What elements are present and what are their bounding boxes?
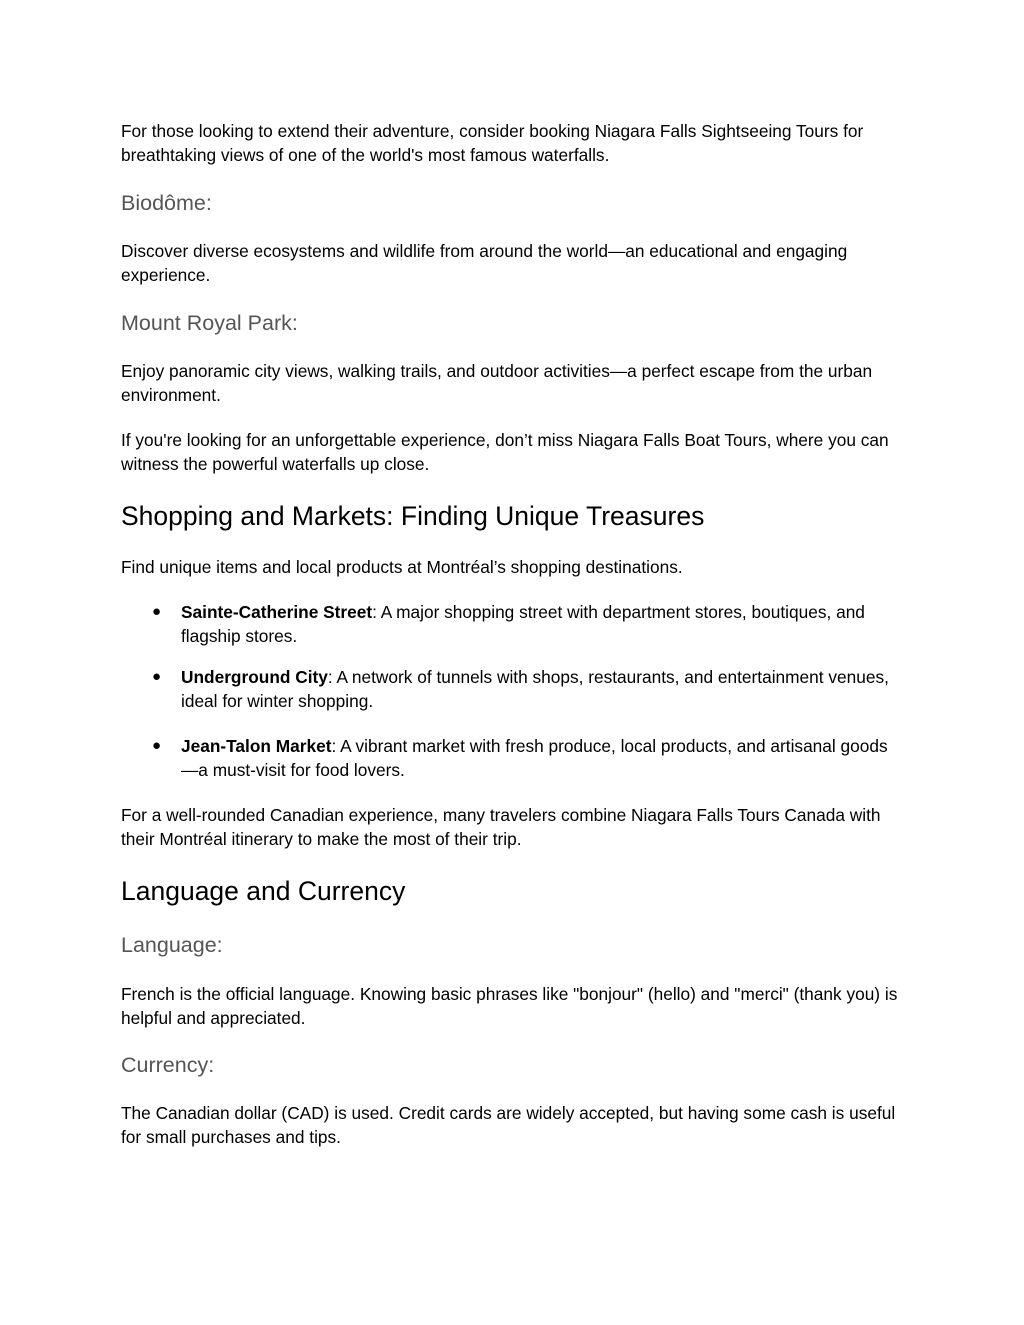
language-paragraph: French is the official language. Knowing basic phrases like "bonjour" (hello) and "merci" (thank you) is helpful and appreciated. bbox=[121, 984, 898, 1029]
intro-paragraph: For those looking to extend their adventure, consider booking Niagara Falls Sightseeing Tours for breathtaking views of one of the world's most famous waterfalls. bbox=[121, 121, 864, 166]
list-item-text bbox=[181, 600, 891, 648]
shopping-outro: For a well-rounded Canadian experience, many travelers combine Niagara Falls Tours Canada with their Montréal itinerary to make the most of their trip. bbox=[121, 805, 881, 850]
list-item-name: Sainte-Catherine Street bbox=[181, 602, 373, 622]
list-item-text bbox=[181, 665, 891, 713]
language-currency-heading: Language and Currency bbox=[121, 876, 406, 906]
shopping-heading: Shopping and Markets: Finding Unique Treasures bbox=[121, 501, 705, 531]
list-item-description: : A vibrant market with fresh produce, local products, and artisanal goods—a must-visit for food lovers. bbox=[181, 736, 888, 781]
list-item-description: : A network of tunnels with shops, restaurants, and entertainment venues, ideal for winter shopping. bbox=[181, 667, 889, 712]
list-item-text bbox=[181, 734, 891, 782]
biodome-paragraph: Discover diverse ecosystems and wildlife from around the world—an educational and engaging experience. bbox=[121, 241, 848, 286]
list-item-description: : A major shopping street with department stores, boutiques, and flagship stores. bbox=[181, 602, 865, 647]
boat-tours-paragraph: If you're looking for an unforgettable experience, don’t miss Niagara Falls Boat Tours, where you can witness the powerful waterfalls up close. bbox=[121, 430, 889, 475]
bullet-icon: ● bbox=[152, 668, 162, 685]
list-item-name: Underground City bbox=[181, 667, 328, 687]
shopping-intro: Find unique items and local products at Montréal’s shopping destinations. bbox=[121, 557, 683, 577]
language-heading: Language: bbox=[121, 933, 223, 957]
bullet-icon: ● bbox=[152, 737, 162, 754]
bullet-icon: ● bbox=[152, 603, 162, 620]
mount-royal-paragraph: Enjoy panoramic city views, walking trails, and outdoor activities—a perfect escape from the urban environment. bbox=[121, 361, 873, 406]
currency-heading: Currency: bbox=[121, 1053, 215, 1077]
currency-paragraph: The Canadian dollar (CAD) is used. Credit cards are widely accepted, but having some cash is useful for small purchases and tips. bbox=[121, 1103, 896, 1148]
list-item-name: Jean-Talon Market bbox=[181, 736, 332, 756]
mount-royal-heading: Mount Royal Park: bbox=[121, 311, 298, 335]
biodome-heading: Biodôme: bbox=[121, 191, 212, 215]
